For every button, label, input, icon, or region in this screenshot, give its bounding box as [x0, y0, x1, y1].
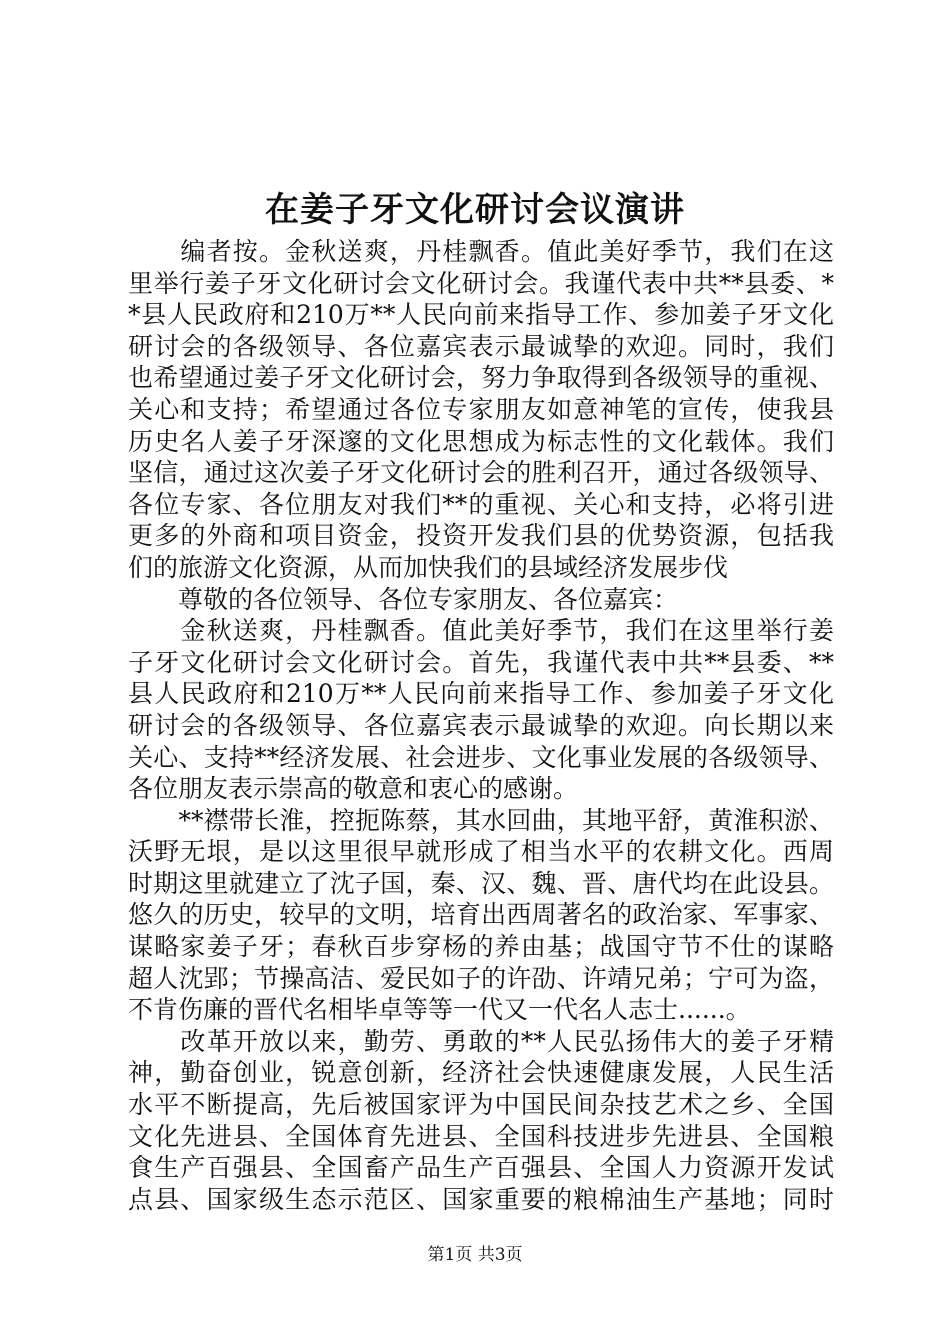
body-text-line: 金秋送爽，丹桂飘香。值此美好季节，我们在这里举行姜 — [128, 616, 834, 646]
body-text-line: 各位朋友表示崇高的敬意和衷心的感谢。 — [128, 774, 579, 804]
body-text-line: 神，勤奋创业，锐意创新，经济社会快速健康发展，人民生活 — [128, 1058, 834, 1088]
document-body — [128, 236, 834, 1215]
body-text-line: 们的旅游文化资源，从而加快我们的县域经济发展步伐 — [128, 552, 729, 582]
body-text-line: 里举行姜子牙文化研讨会文化研讨会。我谨代表中共**县委、* — [128, 268, 834, 298]
body-text-line: 研讨会的各级领导、各位嘉宾表示最诚挚的欢迎。同时，我们 — [128, 331, 834, 361]
body-text-line: 关心和支持；希望通过各位专家朋友如意神笔的宣传，使我县 — [128, 394, 834, 424]
document-title: 在姜子牙文化研讨会议演讲 — [265, 190, 685, 230]
body-text-line: 关心、支持**经济发展、社会进步、文化事业发展的各级领导、 — [128, 742, 834, 772]
body-text-line: 子牙文化研讨会文化研讨会。首先，我谨代表中共**县委、** — [128, 647, 834, 677]
body-text-line: 改革开放以来，勤劳、勇敢的**人民弘扬伟大的姜子牙精 — [128, 1026, 834, 1056]
body-text-line: 更多的外商和项目资金，投资开发我们县的优势资源，包括我 — [128, 521, 834, 551]
body-text-line: *县人民政府和210万**人民向前来指导工作、参加姜子牙文化 — [128, 300, 834, 330]
page-footer: 第1页 共3页 — [427, 1245, 523, 1265]
body-text-line: 历史名人姜子牙深邃的文化思想成为标志性的文化载体。我们 — [128, 426, 834, 456]
body-text-line: 悠久的历史，较早的文明，培育出西周著名的政治家、军事家、 — [128, 900, 834, 930]
body-text-line: 也希望通过姜子牙文化研讨会，努力争取得到各级领导的重视、 — [128, 363, 834, 393]
body-text-line: 时期这里就建立了沈子国，秦、汉、魏、晋、唐代均在此设县。 — [128, 868, 834, 898]
body-text-line: 超人沈郢；节操高洁、爱民如子的许劭、许靖兄弟；宁可为盗， — [128, 963, 834, 993]
body-text-line: 各位专家、各位朋友对我们**的重视、关心和支持，必将引进 — [128, 489, 834, 519]
body-text-line: 谋略家姜子牙；春秋百步穿杨的养由基；战国守节不仕的谋略 — [128, 932, 834, 962]
body-text-line: 县人民政府和210万**人民向前来指导工作、参加姜子牙文化 — [128, 679, 834, 709]
body-text-line: 文化先进县、全国体育先进县、全国科技进步先进县、全国粮 — [128, 1121, 834, 1151]
body-text-line: 尊敬的各位领导、各位专家朋友、各位嘉宾： — [128, 584, 679, 614]
body-text-line: 食生产百强县、全国畜产品生产百强县、全国人力资源开发试 — [128, 1153, 834, 1183]
body-text-line: 不肯伤廉的晋代名相毕卓等等一代又一代名人志士......。 — [128, 995, 751, 1025]
body-text-line: 沃野无垠，是以这里很早就形成了相当水平的农耕文化。西周 — [128, 837, 834, 867]
body-text-line: 坚信，通过这次姜子牙文化研讨会的胜利召开，通过各级领导、 — [128, 458, 834, 488]
body-text-line: 研讨会的各级领导、各位嘉宾表示最诚挚的欢迎。向长期以来 — [128, 710, 834, 740]
body-text-line: 编者按。金秋送爽，丹桂飘香。值此美好季节，我们在这 — [128, 237, 834, 266]
body-text-line: **襟带长淮，控扼陈蔡，其水回曲，其地平舒，黄淮积淤、 — [128, 805, 834, 835]
body-text-line: 点县、国家级生态示范区、国家重要的粮棉油生产基地；同时 — [128, 1184, 834, 1214]
body-text-line: 水平不断提高，先后被国家评为中国民间杂技艺术之乡、全国 — [128, 1090, 834, 1120]
